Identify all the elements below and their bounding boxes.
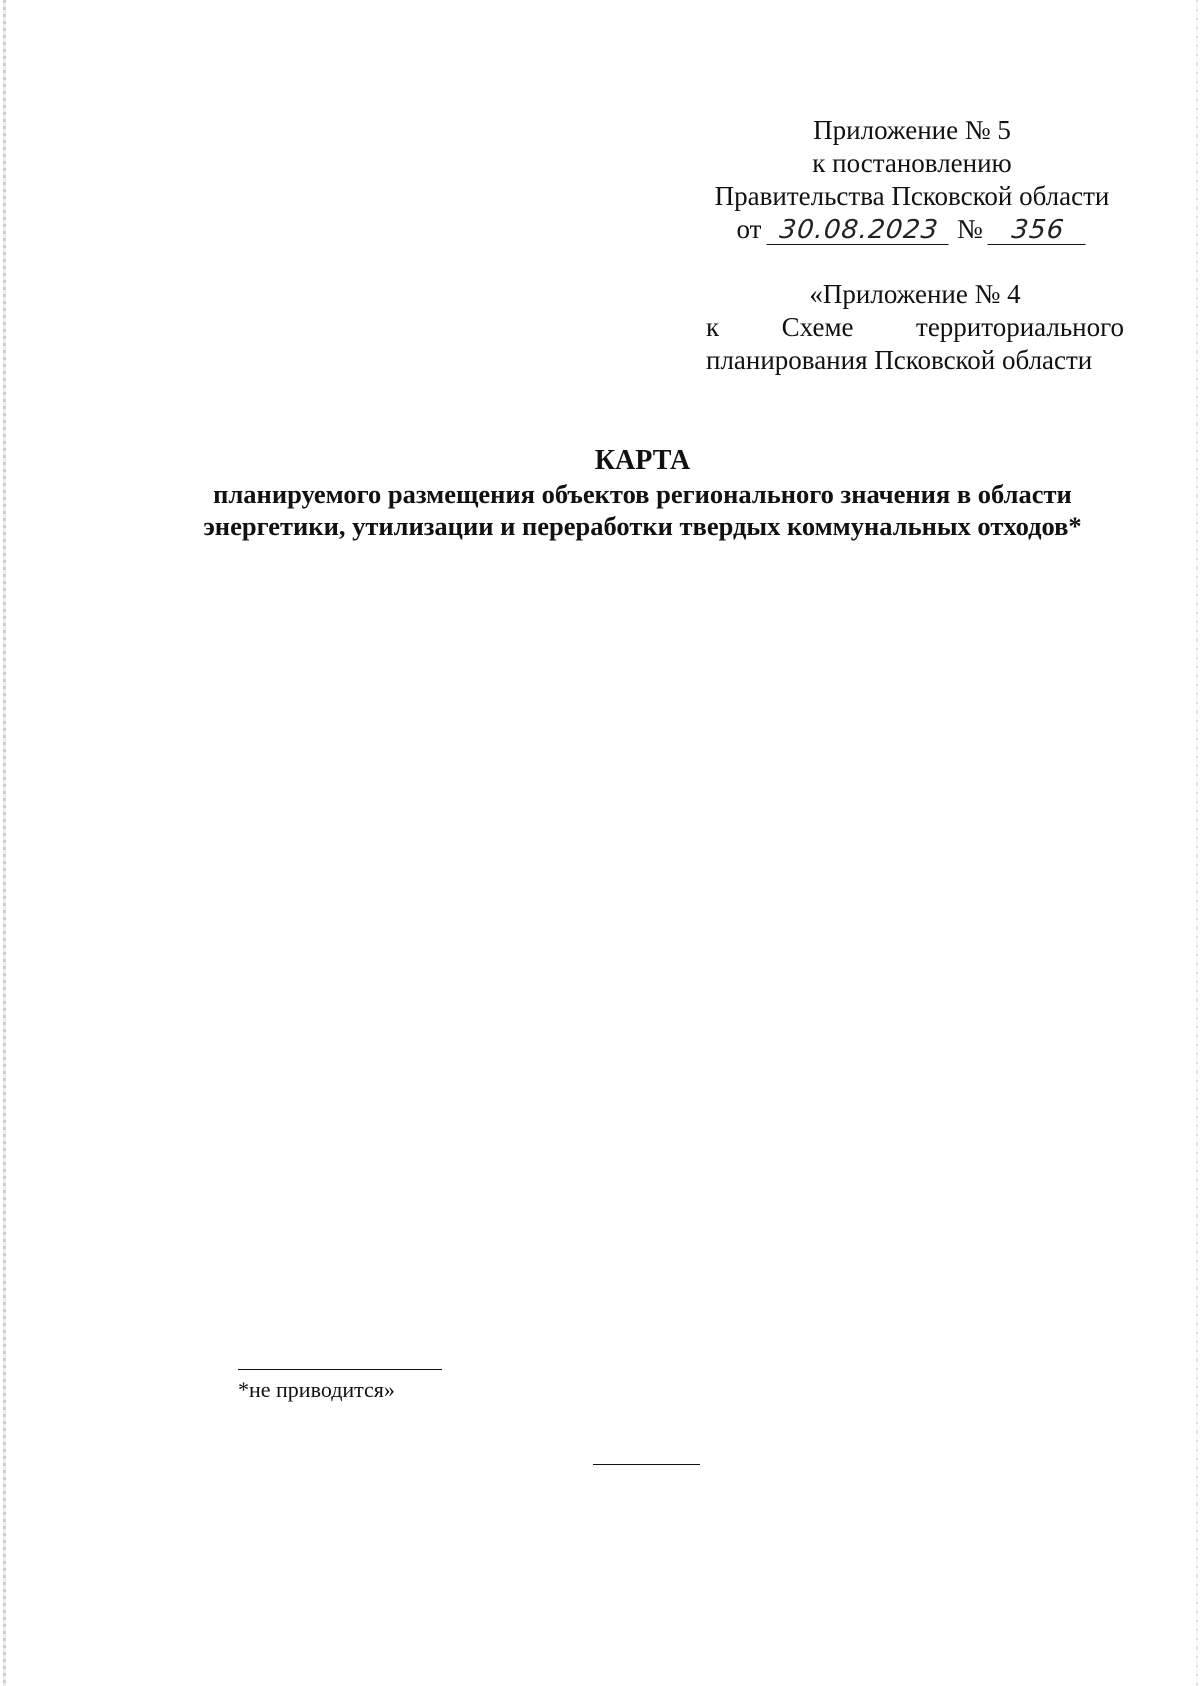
- document-title: КАРТА: [594, 445, 691, 476]
- reference-scheme-line: [706, 311, 1124, 344]
- reference-planning: планирования Псковской области: [706, 345, 1093, 375]
- scan-edge-right: [1196, 0, 1198, 1686]
- appendix-header: [700, 114, 1124, 246]
- document-title-block: [120, 444, 1165, 542]
- appendix-date-number-line: [700, 213, 1124, 246]
- reference-block: [706, 278, 1124, 377]
- document-subtitle-line2: энергетики, утилизации и переработки твердых коммунальных отходов*: [203, 511, 1082, 541]
- number-label: №: [956, 214, 983, 244]
- footnote-text: *не приводится»: [238, 1377, 395, 1402]
- end-divider: [593, 1464, 700, 1465]
- footnote-divider: [238, 1369, 442, 1370]
- document-subtitle-line1: планируемого размещения объектов регионального значения в области: [213, 479, 1072, 509]
- reference-word-territorial: территориального: [916, 312, 1124, 342]
- reference-word-k: к: [706, 312, 720, 342]
- appendix-to-resolution: к постановлению: [812, 148, 1012, 178]
- reference-word-scheme: Схеме: [781, 312, 854, 342]
- appendix-government: Правительства Псковской области: [714, 181, 1110, 211]
- from-label: от: [736, 214, 762, 244]
- handwritten-number: 356: [988, 216, 1089, 245]
- handwritten-date: 30.08.2023: [767, 216, 952, 245]
- scan-edge-left: [3, 0, 6, 1686]
- appendix-number: Приложение № 5: [813, 115, 1011, 145]
- reference-appendix: «Приложение № 4: [809, 279, 1021, 309]
